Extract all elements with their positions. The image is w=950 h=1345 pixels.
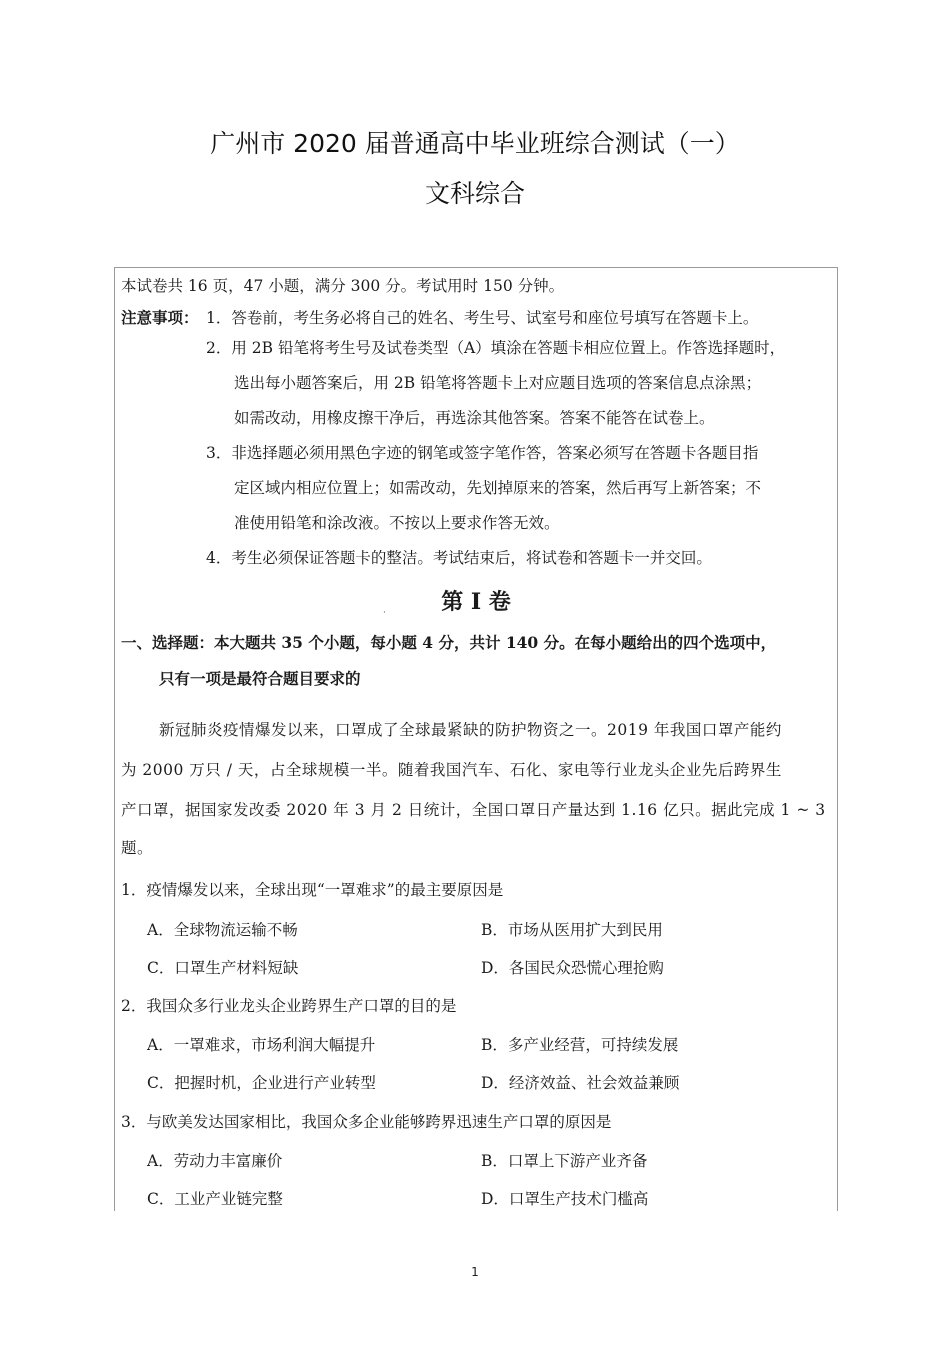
notice-item-2-cont1: 选出每小题答案后，用 2B 铅笔将答题卡上对应题目选项的答案信息点涂黑； — [234, 374, 762, 392]
exam-subtitle: 文科综合 — [424, 179, 525, 208]
notice-item-3-cont1: 定区域内相应位置上；如需改动，先划掉原来的答案，然后再写上新答案；不 — [234, 479, 762, 497]
exam-title: 广州市 2020 届普通高中毕业班综合测试（一） — [210, 129, 740, 158]
exam-intro: 本试卷共 16 页，47 小题，满分 300 分。考试用时 150 分钟。 — [121, 277, 565, 295]
passage-line-4: 题。 — [121, 839, 154, 857]
section-heading-cont: 只有一项是最符合题目要求的 — [159, 669, 361, 688]
passage-line-3: 产口罩，据国家发改委 2020 年 3 月 2 日统计，全国口罩日产量达到 1.16 亿只。据此完成 1 ~ 3 — [121, 801, 826, 819]
notice-item-3-cont2: 准使用铅笔和涂改液。不按以上要求作答无效。 — [234, 514, 560, 532]
passage-line-2: 为 2000 万只 / 天，占全球规模一半。随着我国汽车、石化、家电等行业龙头企业先后跨界生 — [121, 761, 782, 779]
notice-item-2-cont2: 如需改动，用橡皮擦干净后，再选涂其他答案。答案不能答在试卷上。 — [234, 409, 715, 427]
question-1-option-c: C．口罩生产材料短缺 — [147, 959, 299, 977]
question-3-option-b: B．口罩上下游产业齐备 — [481, 1152, 648, 1170]
question-1-stem: 1．疫情爆发以来，全球出现“一罩难求”的最主要原因是 — [121, 881, 504, 899]
question-1-option-a: A．全球物流运输不畅 — [147, 921, 298, 939]
question-2-option-b: B．多产业经营，可持续发展 — [481, 1036, 679, 1054]
section-heading: 一、选择题：本大题共 35 个小题，每小题 4 分，共计 140 分。在每小题给出的四个选项中， — [121, 633, 777, 652]
volume-title: 第 I 卷 — [441, 589, 511, 615]
question-2-stem: 2．我国众多行业龙头企业跨界生产口罩的目的是 — [121, 997, 457, 1015]
stray-mark: · — [383, 608, 386, 618]
notice-item-3: 3．非选择题必须用黑色字迹的钢笔或签字笔作答，答案必须写在答题卡各题目指 — [206, 444, 759, 462]
page-number: 1 — [471, 1265, 479, 1279]
question-3-option-c: C．工业产业链完整 — [147, 1190, 283, 1208]
question-1-option-d: D．各国民众恐慌心理抢购 — [481, 959, 664, 977]
notice-label: 注意事项： — [121, 308, 199, 327]
question-3-option-a: A．劳动力丰富廉价 — [147, 1152, 283, 1170]
passage-line-1: 新冠肺炎疫情爆发以来，口罩成了全球最紧缺的防护物资之一。2019 年我国口罩产能约 — [159, 721, 782, 739]
question-2-option-d: D．经济效益、社会效益兼顾 — [481, 1074, 680, 1092]
question-3-stem: 3．与欧美发达国家相比，我国众多企业能够跨界迅速生产口罩的原因是 — [121, 1113, 612, 1131]
notice-item-4: 4．考生必须保证答题卡的整洁。考试结束后，将试卷和答题卡一并交回。 — [206, 549, 712, 567]
question-3-option-d: D．口罩生产技术门槛高 — [481, 1190, 649, 1208]
notice-item-1: 1．答卷前，考生务必将自己的姓名、考生号、试室号和座位号填写在答题卡上。 — [206, 309, 759, 327]
question-2-option-c: C．把握时机，企业进行产业转型 — [147, 1074, 376, 1092]
notice-item-2: 2．用 2B 铅笔将考生号及试卷类型（A）填涂在答题卡相应位置上。作答选择题时， — [206, 339, 786, 357]
question-2-option-a: A．一罩难求，市场利润大幅提升 — [147, 1036, 376, 1054]
exam-content-box — [114, 267, 838, 1211]
question-1-option-b: B．市场从医用扩大到民用 — [481, 921, 663, 939]
